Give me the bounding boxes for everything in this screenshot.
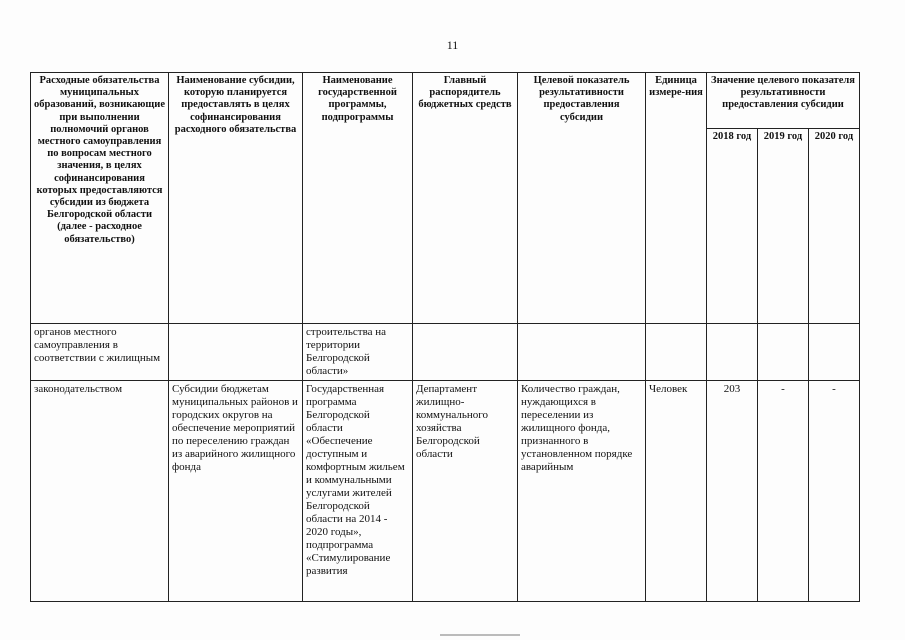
cell-2020 [809, 324, 860, 381]
header-obligations: Расходные обязательства муниципальных образований, возникающие при выполнении полномочий органов местного самоуправления по вопросам местного значения, в целях софинансирования которых предоставляются субсидии из бюджета Белгородской области (далее - расходное обязательство) [31, 73, 169, 324]
header-year-2018: 2018 год [707, 129, 758, 324]
header-subsidy-name: Наименование субсидии, которую планируется предоставлять в целях софинансирования расходного обязательства [169, 73, 303, 324]
cell-2020: - [809, 381, 860, 602]
cell-2019 [758, 324, 809, 381]
cell-obligation: законодательством [31, 381, 169, 602]
cell-unit [646, 324, 707, 381]
scan-artifact [440, 634, 520, 636]
header-program: Наименование государственной программы, подпрограммы [303, 73, 413, 324]
cell-indicator [518, 324, 646, 381]
header-row [31, 73, 860, 129]
header-unit: Единица измере-ния [646, 73, 707, 324]
cell-manager: Департамент жилищно-коммунального хозяйства Белгородской области [413, 381, 518, 602]
header-budget-manager: Главный распорядитель бюджетных средств [413, 73, 518, 324]
cell-unit: Человек [646, 381, 707, 602]
cell-indicator: Количество граждан, нуждающихся в переселении из жилищного фонда, признанного в установленном порядке аварийным [518, 381, 646, 602]
cell-2019: - [758, 381, 809, 602]
table-row [31, 381, 860, 602]
header-year-2020: 2020 год [809, 129, 860, 324]
cell-manager [413, 324, 518, 381]
page-number: 11 [446, 38, 459, 52]
header-year-2019: 2019 год [758, 129, 809, 324]
cell-subsidy: Субсидии бюджетам муниципальных районов и городских округов на обеспечение мероприятий по переселению граждан из аварийного жилищного фонда [169, 381, 303, 602]
cell-2018: 203 [707, 381, 758, 602]
cell-program: строительства на территории Белгородской области» [303, 324, 413, 381]
cell-subsidy [169, 324, 303, 381]
cell-2018 [707, 324, 758, 381]
header-target-indicator: Целевой показатель результативности предоставления субсидии [518, 73, 646, 324]
header-target-value-group: Значение целевого показателя результативности предоставления субсидии [707, 73, 860, 129]
cell-obligation: органов местного самоуправления в соответствии с жилищным [31, 324, 169, 381]
subsidy-table [30, 72, 860, 602]
cell-program: Государственная программа Белгородской области «Обеспечение доступным и комфортным жильем и коммунальными услугами жителей Белгородской области на 2014 - 2020 годы», подпрограмма «Стимулирование развития [303, 381, 413, 602]
table-row [31, 324, 860, 381]
